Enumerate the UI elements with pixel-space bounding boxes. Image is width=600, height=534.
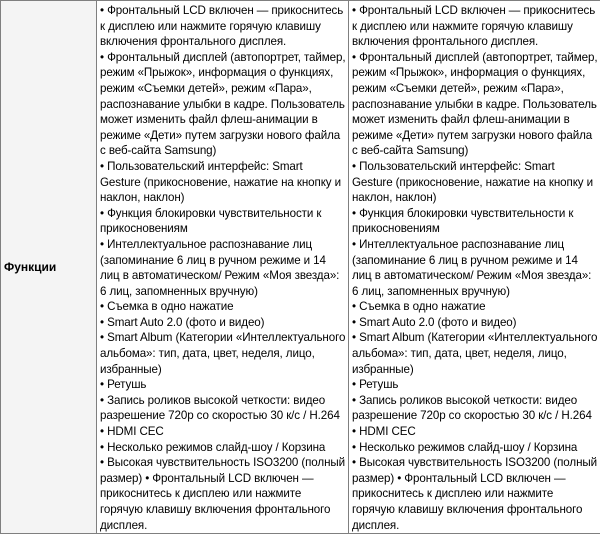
list-item bbox=[352, 206, 598, 237]
bullet-icon: • bbox=[352, 331, 356, 344]
list-item bbox=[100, 299, 346, 315]
feature-text: Функция блокировки чувствительности к прикосновениям bbox=[100, 207, 321, 236]
list-item bbox=[352, 440, 598, 456]
bullet-icon: • bbox=[352, 207, 356, 220]
list-item bbox=[100, 424, 346, 440]
bullet-icon: • bbox=[100, 160, 104, 173]
feature-text: Съемка в одно нажатие bbox=[359, 300, 485, 313]
bullet-icon: • bbox=[100, 456, 104, 469]
feature-text: Smart Auto 2.0 (фото и видео) bbox=[107, 316, 264, 329]
list-item bbox=[352, 315, 598, 331]
feature-text: HDMI CEC bbox=[359, 425, 416, 438]
bullet-icon: • bbox=[352, 316, 356, 329]
bullet-icon: • bbox=[352, 378, 356, 391]
feature-text: Высокая чувствительность ISO3200 (полный размер) • Фронтальный LCD включен — прикоснитесь к дисплею или нажмите горячую клавишу включения фронтального дисплея. bbox=[100, 456, 345, 531]
list-item bbox=[352, 299, 598, 315]
bullet-icon: • bbox=[352, 238, 356, 251]
row-label-cell bbox=[1, 1, 97, 534]
feature-text: Фронтальный дисплей (автопортрет, таймер, режим «Прыжок», информация о функциях, режим «Съемки детей», режим «Пара», распознавание улыбки в кадре. Пользователь может изменить файл флеш-анимации в режиме «Дети» путем загрузки нового файла с веб-сайта Samsung) bbox=[352, 51, 597, 158]
bullet-icon: • bbox=[100, 394, 104, 407]
bullet-icon: • bbox=[352, 456, 356, 469]
bullet-icon: • bbox=[100, 378, 104, 391]
bullet-icon: • bbox=[100, 238, 104, 251]
feature-text: Интеллектуальное распознавание лиц (запоминание 6 лиц в ручном режиме и 14 лиц в автоматическом/ Режим «Моя звезда»: 6 лиц, запомненных вручную) bbox=[100, 238, 339, 298]
features-cell-right bbox=[349, 1, 600, 534]
list-item bbox=[100, 330, 346, 377]
list-item bbox=[352, 455, 598, 533]
list-item bbox=[352, 424, 598, 440]
feature-list bbox=[349, 1, 600, 533]
feature-text: Пользовательский интерфейс: Smart Gesture (прикосновение, нажатие на кнопку и наклон, наклон) bbox=[100, 160, 341, 204]
list-item bbox=[100, 315, 346, 331]
features-cell-left bbox=[97, 1, 349, 534]
list-item bbox=[100, 440, 346, 456]
feature-text: Запись роликов высокой четкости: видео разрешение 720p со скоростью 30 к/с / H.264 bbox=[100, 394, 340, 423]
list-item bbox=[352, 393, 598, 424]
list-item bbox=[100, 377, 346, 393]
feature-text: Smart Album (Категории «Интеллектуального альбома»: тип, дата, цвет, неделя, лицо, избранные) bbox=[100, 331, 345, 375]
list-item bbox=[100, 159, 346, 206]
list-item bbox=[352, 50, 598, 159]
bullet-icon: • bbox=[352, 51, 356, 64]
feature-text: HDMI CEC bbox=[107, 425, 164, 438]
row-label: Функции bbox=[1, 260, 96, 274]
bullet-icon: • bbox=[100, 207, 104, 220]
bullet-icon: • bbox=[352, 4, 356, 17]
feature-text: Smart Album (Категории «Интеллектуального альбома»: тип, дата, цвет, неделя, лицо, избранные) bbox=[352, 331, 597, 375]
list-item bbox=[100, 3, 346, 50]
bullet-icon: • bbox=[352, 394, 356, 407]
list-item bbox=[100, 50, 346, 159]
bullet-icon: • bbox=[100, 51, 104, 64]
table-row bbox=[1, 1, 600, 534]
list-item bbox=[352, 330, 598, 377]
bullet-icon: • bbox=[100, 331, 104, 344]
feature-text: Высокая чувствительность ISO3200 (полный размер) • Фронтальный LCD включен — прикоснитесь к дисплею или нажмите горячую клавишу включения фронтального дисплея. bbox=[352, 456, 597, 531]
feature-text: Фронтальный LCD включен — прикоснитесь к дисплею или нажмите горячую клавишу включения фронтального дисплея. bbox=[100, 4, 343, 48]
bullet-icon: • bbox=[352, 160, 356, 173]
feature-text: Ретушь bbox=[359, 378, 398, 391]
feature-text: Фронтальный LCD включен — прикоснитесь к дисплею или нажмите горячую клавишу включения фронтального дисплея. bbox=[352, 4, 595, 48]
bullet-icon: • bbox=[100, 316, 104, 329]
feature-text: Несколько режимов слайд-шоу / Корзина bbox=[359, 441, 577, 454]
list-item bbox=[100, 237, 346, 299]
feature-text: Интеллектуальное распознавание лиц (запоминание 6 лиц в ручном режиме и 14 лиц в автоматическом/ Режим «Моя звезда»: 6 лиц, запомненных вручную) bbox=[352, 238, 591, 298]
feature-text: Smart Auto 2.0 (фото и видео) bbox=[359, 316, 516, 329]
list-item bbox=[100, 206, 346, 237]
feature-text: Ретушь bbox=[107, 378, 146, 391]
list-item bbox=[352, 237, 598, 299]
feature-text: Несколько режимов слайд-шоу / Корзина bbox=[107, 441, 325, 454]
list-item bbox=[100, 393, 346, 424]
bullet-icon: • bbox=[352, 425, 356, 438]
bullet-icon: • bbox=[100, 300, 104, 313]
bullet-icon: • bbox=[100, 4, 104, 17]
feature-text: Съемка в одно нажатие bbox=[107, 300, 233, 313]
feature-text: Функция блокировки чувствительности к прикосновениям bbox=[352, 207, 573, 236]
bullet-icon: • bbox=[100, 425, 104, 438]
bullet-icon: • bbox=[100, 441, 104, 454]
list-item bbox=[352, 377, 598, 393]
bullet-icon: • bbox=[352, 300, 356, 313]
feature-list bbox=[97, 1, 348, 533]
feature-text: Фронтальный дисплей (автопортрет, таймер, режим «Прыжок», информация о функциях, режим «Съемки детей», режим «Пара», распознавание улыбки в кадре. Пользователь может изменить файл флеш-анимации в режиме «Дети» путем загрузки нового файла с веб-сайта Samsung) bbox=[100, 51, 345, 158]
list-item bbox=[100, 455, 346, 533]
feature-text: Пользовательский интерфейс: Smart Gesture (прикосновение, нажатие на кнопку и наклон, наклон) bbox=[352, 160, 593, 204]
list-item bbox=[352, 159, 598, 206]
bullet-icon: • bbox=[352, 441, 356, 454]
feature-text: Запись роликов высокой четкости: видео разрешение 720p со скоростью 30 к/с / H.264 bbox=[352, 394, 592, 423]
list-item bbox=[352, 3, 598, 50]
